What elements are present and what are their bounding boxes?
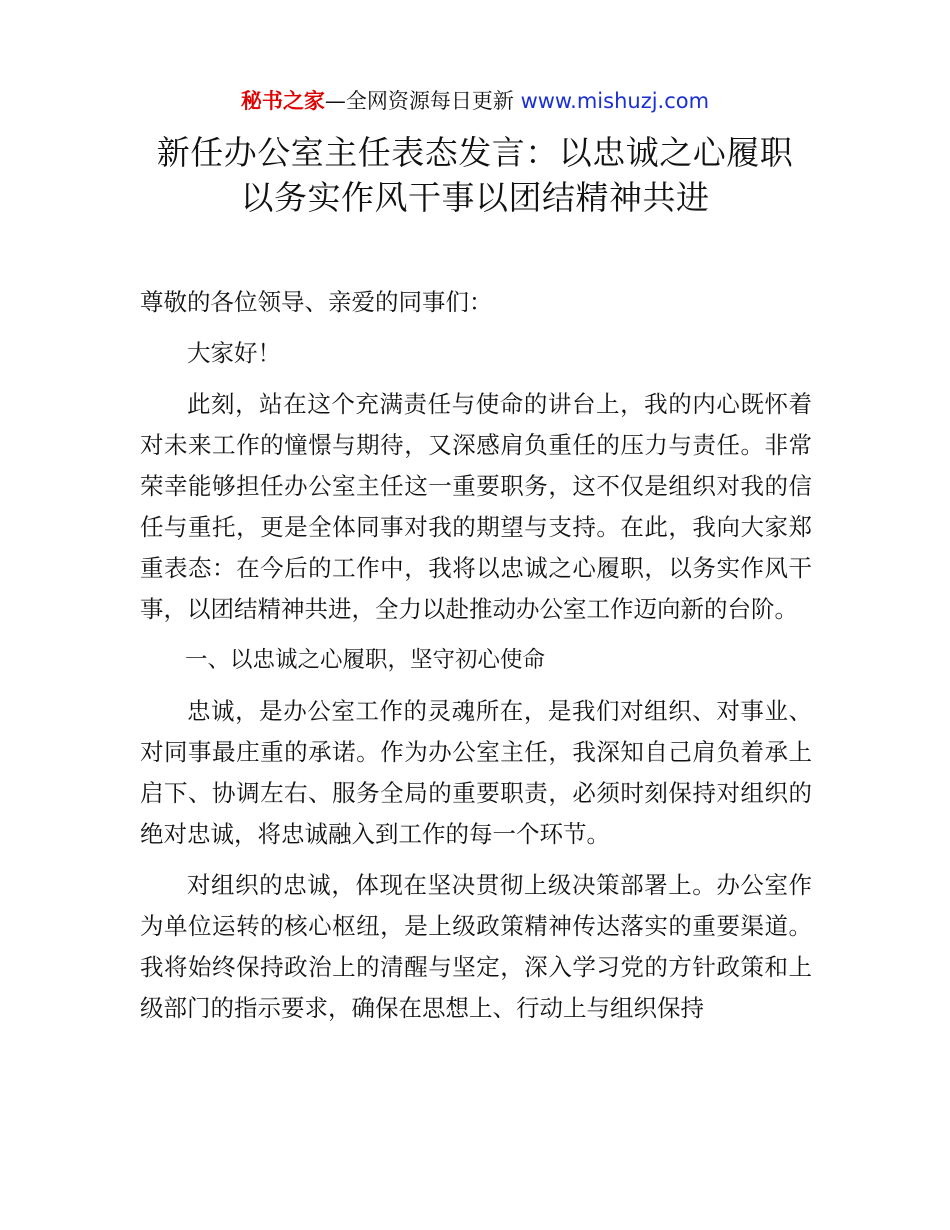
document-body	[140, 282, 812, 1039]
section-heading-1: 一、以忠诚之心履职，坚守初心使命	[185, 647, 546, 673]
document-title	[100, 130, 850, 220]
site-tagline: —全网资源每日更新	[324, 89, 521, 113]
title-line-2: 以务实作风干事以团结精神共进	[240, 178, 710, 217]
salutation: 尊敬的各位领导、亲爱的同事们：	[140, 288, 493, 316]
paragraph-loyalty: 忠诚，是办公室工作的灵魂所在，是我们对组织、对事业、对同事最庄重的承诺。作为办公室主任，我深知自己肩负着承上启下、协调左右、服务全局的重要职责，必须时刻保持对组织的绝对忠诚，将忠诚融入到工作的每一个环节。	[140, 697, 812, 848]
greeting: 大家好！	[187, 339, 281, 367]
paragraph-intro: 此刻，站在这个充满责任与使命的讲台上，我的内心既怀着对未来工作的憧憬与期待，又深感肩负重任的压力与责任。非常荣幸能够担任办公室主任这一重要职务，这不仅是组织对我的信任与重托，更是全体同事对我的期望与支持。在此，我向大家郑重表态：在今后的工作中，我将以忠诚之心履职，以务实作风干事，以团结精神共进，全力以赴推动办公室工作迈向新的台阶。	[140, 390, 812, 623]
site-brand: 秘书之家	[240, 89, 325, 113]
site-header	[0, 84, 950, 118]
title-line-1: 新任办公室主任表态发言：以忠诚之心履职	[156, 133, 794, 172]
paragraph-organization: 对组织的忠诚，体现在坚决贯彻上级决策部署上。办公室作为单位运转的核心枢纽，是上级政策精神传达落实的重要渠道。我将始终保持政治上的清醒与坚定，深入学习党的方针政策和上级部门的指示要求，确保在思想上、行动上与组织保持	[140, 871, 812, 1022]
site-url-link[interactable]: www.mishuzj.com	[520, 89, 710, 113]
